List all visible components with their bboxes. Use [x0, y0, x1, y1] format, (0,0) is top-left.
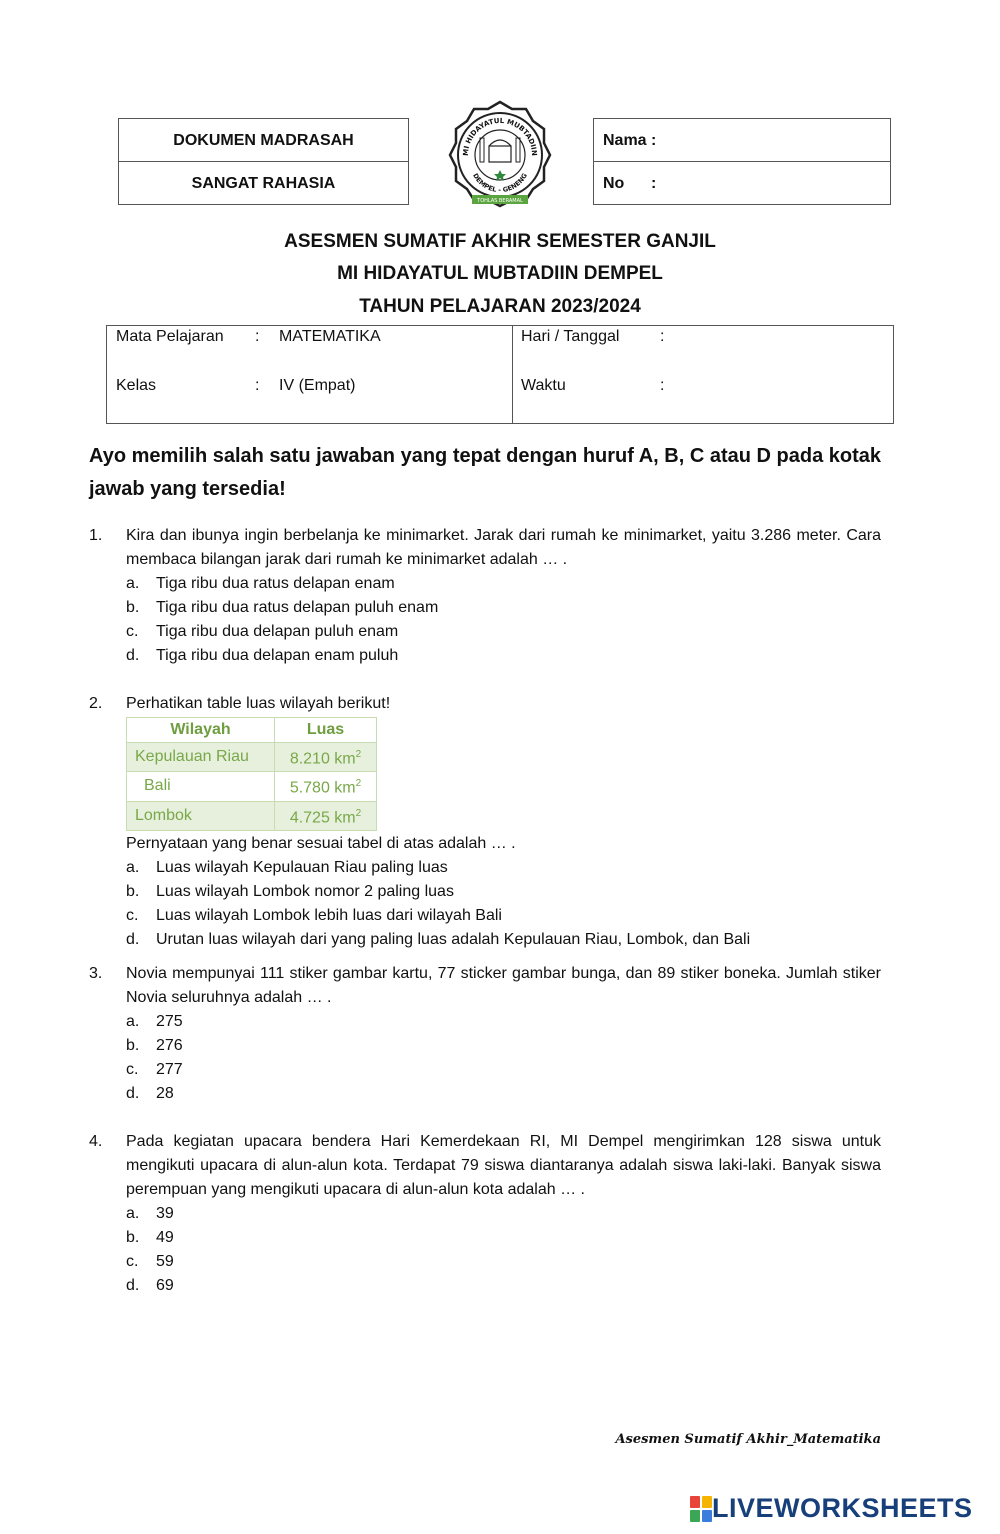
option-d[interactable]: d. Urutan luas wilayah dari yang paling luas adalah Kepulauan Riau, Lombok, dan Bali [126, 930, 751, 948]
option-c[interactable]: c. Tiga ribu dua delapan puluh enam [126, 623, 399, 640]
header-left-box [118, 118, 409, 205]
footer-note: Asesmen Sumatif Akhir_Matematika [615, 1432, 881, 1447]
option-c[interactable]: c. Luas wilayah Lombok lebih luas dari wilayah Bali [126, 906, 502, 924]
day-date-colon: : [660, 328, 665, 345]
question-number: 1. [89, 527, 103, 544]
academic-year-title: TAHUN PELAJARAN 2023/2024 [359, 296, 641, 317]
table-header-region: Wilayah [127, 718, 275, 743]
question-stem: Kira dan ibunya ingin berbelanja ke minimarket. Jarak dari rumah ke minimarket, yaitu 3.286 meter. Cara membaca bilangan jarak dari rumah ke minimarket adalah … . [126, 527, 881, 568]
number-field-label[interactable]: No : [603, 174, 657, 192]
question-stem: Novia mempunyai 111 stiker gambar kartu, 77 sticker gambar bunga, dan 89 stiker boneka. Jumlah stiker Novia seluruhnya adalah … . [126, 965, 881, 1006]
subject-value: MATEMATIKA [279, 328, 381, 345]
time-colon: : [660, 377, 665, 394]
table-header-area: Luas [275, 718, 377, 743]
name-field-label[interactable]: Nama : [603, 131, 657, 149]
option-b[interactable]: b. 49 [126, 1229, 174, 1246]
time-label: Waktu [521, 377, 566, 394]
option-b[interactable]: b. Tiga ribu dua ratus delapan puluh enam [126, 599, 439, 616]
day-date-label: Hari / Tanggal [521, 328, 620, 345]
liveworksheets-logo-icon [690, 1495, 712, 1523]
question-3 [89, 962, 881, 1106]
option-b[interactable]: b. Luas wilayah Lombok nomor 2 paling luas [126, 882, 454, 900]
table-row: Lombok 4.725 $km^2$ [127, 801, 377, 830]
header-confidential-label: SANGAT RAHASIA [191, 174, 336, 192]
school-title: MI HIDAYATUL MUBTADIIN DEMPEL [337, 263, 663, 284]
info-table [106, 325, 894, 424]
question-number: 2. [89, 695, 103, 712]
question-2 [89, 692, 881, 952]
instruction-text: Ayo memilih salah satu jawaban yang tepat dengan huruf A, B, C atau D pada kotak jawab yang tersedia! [89, 445, 882, 500]
svg-text:MI HIDAYATUL MUBTADIIN: MI HIDAYATUL MUBTADIIN [461, 116, 539, 157]
question-number: 4. [89, 1133, 103, 1150]
option-d[interactable]: d. 69 [126, 1277, 174, 1294]
option-d[interactable]: d. 28 [126, 1085, 174, 1102]
option-d[interactable]: d. Tiga ribu dua delapan enam puluh [126, 647, 399, 664]
header-right-box [593, 118, 891, 205]
area-table [126, 717, 377, 831]
option-a[interactable]: a. 275 [126, 1013, 183, 1030]
question-stem-2: Pernyataan yang benar sesuai tabel di atas adalah … . [126, 834, 516, 852]
header-document-label: DOKUMEN MADRASAH [173, 131, 354, 149]
question-4 [89, 1130, 881, 1298]
svg-text:TOHLAS BERAMAL: TOHLAS BERAMAL [477, 198, 523, 204]
school-logo [440, 100, 560, 208]
subject-label: Mata Pelajaran [116, 328, 224, 345]
option-c[interactable]: c. 277 [126, 1061, 183, 1078]
class-label: Kelas [116, 377, 157, 394]
class-value: IV (Empat) [279, 377, 356, 394]
question-number: 3. [89, 965, 103, 982]
question-stem: Perhatikan table luas wilayah berikut! [126, 695, 391, 712]
option-a[interactable]: a. Luas wilayah Kepulauan Riau paling luas [126, 858, 448, 876]
table-row: Kepulauan Riau 8.210 $km^2$ [127, 743, 377, 772]
class-colon: : [255, 377, 260, 394]
option-a[interactable]: a. Tiga ribu dua ratus delapan enam [126, 575, 395, 592]
option-b[interactable]: b. 276 [126, 1037, 183, 1054]
subject-colon: : [255, 328, 260, 345]
option-c[interactable]: c. 59 [126, 1253, 174, 1270]
question-1 [89, 524, 881, 668]
exam-title: ASESMEN SUMATIF AKHIR SEMESTER GANJIL [284, 231, 716, 252]
liveworksheets-watermark [690, 1493, 973, 1524]
question-stem: Pada kegiatan upacara bendera Hari Kemerdekaan RI, MI Dempel mengirimkan 128 siswa untuk mengikuti upacara di alun-alun kota. Terdapat 79 siswa diantaranya adalah siswa laki-laki. Banyak siswa perempuan yang mengikuti upacara di alun-alun kota adalah … . [126, 1133, 881, 1198]
liveworksheets-text: LIVEWORKSHEETS [712, 1493, 973, 1523]
option-a[interactable]: a. 39 [126, 1205, 174, 1222]
table-row: Bali 5.780 $km^2$ [127, 772, 377, 801]
svg-text:DEMPEL - GENENG: DEMPEL - GENENG [471, 171, 529, 195]
